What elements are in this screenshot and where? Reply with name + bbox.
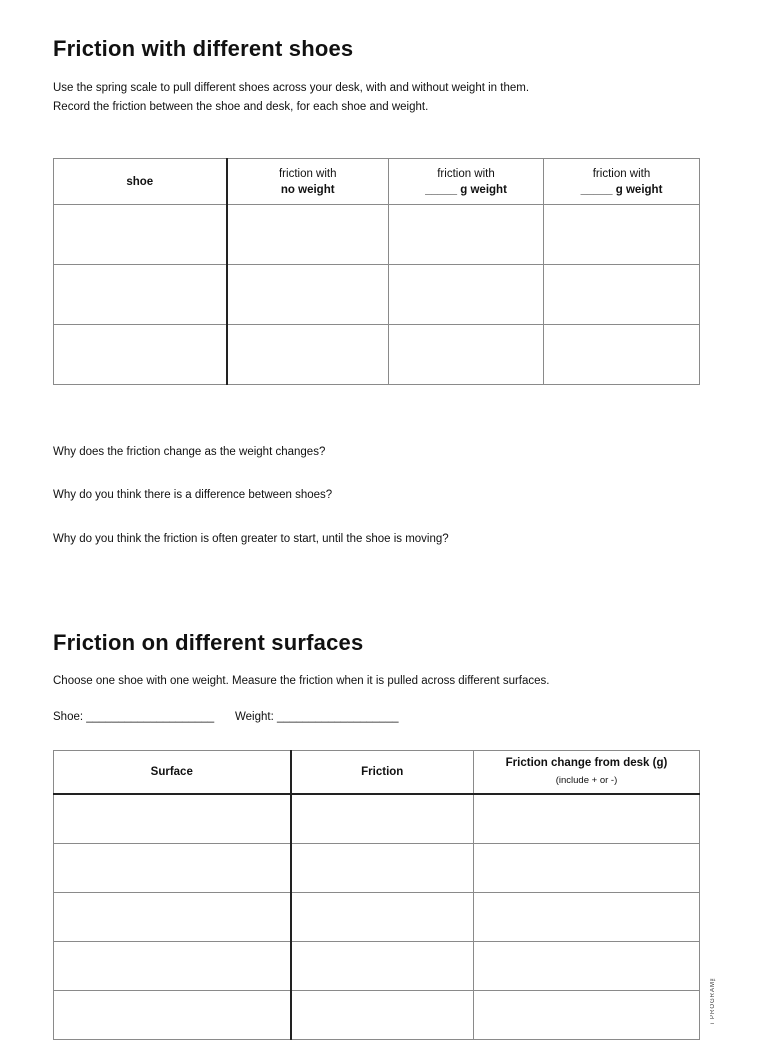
section1-title: Friction with different shoes xyxy=(53,36,354,61)
header-friction: Friction xyxy=(291,751,474,795)
header-no-weight xyxy=(227,159,389,205)
table-row xyxy=(54,893,700,942)
table-cell[interactable] xyxy=(474,844,700,893)
table-row xyxy=(54,265,700,325)
question-shoes: Why do you think there is a difference between shoes? xyxy=(53,489,333,501)
table-cell[interactable] xyxy=(54,794,291,844)
table-cell[interactable] xyxy=(54,991,291,1040)
section2-title: Friction on different surfaces xyxy=(53,630,364,655)
table-cell[interactable] xyxy=(474,794,700,844)
table-cell[interactable] xyxy=(474,991,700,1040)
table-cell[interactable] xyxy=(291,942,474,991)
program-sidebar-text: i PROGRAM™ xyxy=(710,973,716,1024)
table-cell[interactable] xyxy=(54,942,291,991)
question-weight: Why does the friction change as the weight changes? xyxy=(53,446,326,458)
table-cell[interactable] xyxy=(291,893,474,942)
table-cell[interactable] xyxy=(227,205,389,265)
shoe-table-header-row xyxy=(54,159,700,205)
table-cell[interactable] xyxy=(54,265,227,325)
header-weight-b xyxy=(544,159,700,205)
surface-table-header-row xyxy=(54,751,700,795)
header-weight-a-line2: _____ g weight xyxy=(425,183,507,196)
table-cell[interactable] xyxy=(227,265,389,325)
section1-instruction-2: Record the friction between the shoe and desk, for each shoe and weight. xyxy=(53,101,429,113)
header-no-weight-line2: no weight xyxy=(280,183,335,196)
table-row xyxy=(54,991,700,1040)
section2-instruction: Choose one shoe with one weight. Measure the friction when it is pulled across different surfaces. xyxy=(53,675,550,687)
table-row xyxy=(54,794,700,844)
table-cell[interactable] xyxy=(291,991,474,1040)
table-cell[interactable] xyxy=(291,844,474,893)
table-row xyxy=(54,942,700,991)
question-static-friction: Why do you think the friction is often greater to start, until the shoe is moving? xyxy=(53,533,449,545)
shoe-friction-table xyxy=(53,158,700,385)
weight-field[interactable]: Weight: ___________________ xyxy=(235,711,399,723)
table-cell[interactable] xyxy=(544,205,700,265)
table-row xyxy=(54,325,700,385)
table-cell[interactable] xyxy=(389,265,544,325)
header-weight-a xyxy=(389,159,544,205)
table-cell[interactable] xyxy=(544,265,700,325)
shoe-field[interactable]: Shoe: ____________________ xyxy=(53,711,215,723)
header-shoe: shoe xyxy=(54,159,227,205)
header-friction-change xyxy=(474,751,700,795)
header-weight-b-line2: _____ g weight xyxy=(580,183,663,196)
table-row xyxy=(54,205,700,265)
table-cell[interactable] xyxy=(544,325,700,385)
table-cell[interactable] xyxy=(474,942,700,991)
header-weight-a-line1: friction with xyxy=(437,167,495,180)
table-row xyxy=(54,844,700,893)
surface-friction-table xyxy=(53,750,700,1040)
table-cell[interactable] xyxy=(291,794,474,844)
table-cell[interactable] xyxy=(474,893,700,942)
table-cell[interactable] xyxy=(54,325,227,385)
table-cell[interactable] xyxy=(54,844,291,893)
table-cell[interactable] xyxy=(227,325,389,385)
table-cell[interactable] xyxy=(389,325,544,385)
table-cell[interactable] xyxy=(389,205,544,265)
header-friction-change-line2: (include + or -) xyxy=(555,775,618,786)
header-no-weight-line1: friction with xyxy=(278,167,337,180)
header-surface: Surface xyxy=(54,751,291,795)
section1-instruction-1: Use the spring scale to pull different shoes across your desk, with and without weight in them. xyxy=(53,82,530,94)
header-weight-b-line1: friction with xyxy=(592,167,651,180)
table-cell[interactable] xyxy=(54,893,291,942)
header-friction-change-line1: Friction change from desk (g) xyxy=(505,757,668,769)
table-cell[interactable] xyxy=(54,205,227,265)
